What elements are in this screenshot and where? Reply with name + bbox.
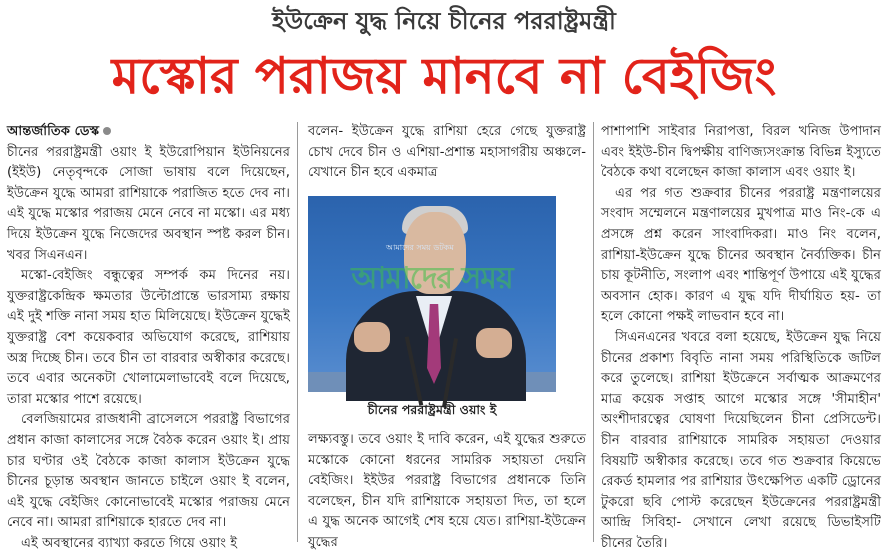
headline-kicker: ইউক্রেন যুদ্ধ নিয়ে চীনের পররাষ্ট্রমন্ত্রী [272,7,616,35]
col1-para-1-text: চীনের পররাষ্ট্রমন্ত্রী ওয়াং ই ইউরোপিয়ান ইউনিয়নের (ইইউ) নেতৃবৃন্দকে সোজা ভাষায় বলে দিয়েছেন, ইউক্রেন যুদ্ধে আমরা রাশিয়াকে পরাজিত হতে দেব না। এই যুদ্ধে মস্কোর পরাজয় মেনে নেবে না মস্কো। এর মধ্য দিয়ে ইউক্রেন যুদ্ধে নিজেদের অবস্থান স্পষ্ট করল চীন। খবর সিএনএন। [7,144,290,263]
article-column-1 [7,122,290,551]
col1-para-2: মস্কো-বেইজিং বন্ধুত্বের সম্পর্ক কম দিনের নয়। যুক্তরাষ্ট্রকেন্দ্রিক ক্ষমতার উল্টোপ্রান্তে ভারসাম্য রক্ষায় এই দুই শক্তি নানা সময় হাত মিলিয়েছে। ইউক্রেন যুদ্ধেই যুক্তরাষ্ট্র বেশ কয়েকবার অভিযোগ করেছে, রাশিয়ায় অস্ত্র দিচ্ছে চীন। তবে চীন তা বারবার অস্বীকার করেছে। তবে এবার অনেকটা খোলামেলাভাবেই বলে দিয়েছে, তারা মস্কোর পাশে রয়েছে। [7,268,290,407]
column-divider-2 [593,122,594,542]
col3-para-3: সিএনএনের খবরে বলা হয়েছে, ইউক্রেন যুদ্ধ নিয়ে চীনের প্রকাশ্য বিবৃতি নানা সময় পরিস্থিতিকে জটিল করে তুলেছে। রাশিয়া ইউক্রেনে সর্বাত্মক আক্রমণের মাত্র কয়েক সপ্তাহ আগে মস্কোর সঙ্গে 'সীমাহীন' অংশীদারত্বের ঘোষণা দিয়েছিলেন চীনা প্রেসিডেন্ট। চীন বারবার রাশিয়াকে সামরিক সহায়তা দেওয়ার বিষয়টি অস্বীকার করেছে। তবে গত শুক্রবার কিয়েভে রেকর্ড হামলার পর রাশিয়ার উৎক্ষেপিত একটি ড্রোনের টুকরো ছবি পোস্ট করেছেন ইউক্রেনের পররাষ্ট্রমন্ত্রী আন্দ্রি সিবিহা- সেখানে লেখা রয়েছে ডিভাইসটি চীনের তৈরি। [601,329,881,551]
col3-para-1: পাশাপাশি সাইবার নিরাপত্তা, বিরল খনিজ উপাদান এবং ইইউ-চীন দ্বিপক্ষীয় বাণিজ্যসংক্রান্ত বিভিন্ন ইস্যুতে বৈঠকে কথা বলেছেন কাজা কালাস এবং ওয়াং ই। [601,124,881,181]
article-column-2-bottom: লক্ষ্যবস্তু। তবে ওয়াং ই দাবি করেন, এই যুদ্ধের শুরুতে মস্কোকে কোনো ধরনের সামরিক সহায়তা দেয়নি বেইজিং। ইইউর পররাষ্ট্র বিভাগের প্রধানকে তিনি বলেছেন, চীন যদি রাশিয়াকে সহায়তা দিত, তা হলে এ যুদ্ধ অনেক আগেই শেষ হয়ে যেত। রাশিয়া-ইউক্রেন যুদ্ধের [308,432,586,550]
byline-bullet-icon [103,127,111,135]
col3-para-2: এর পর গত শুক্রবার চীনের পররাষ্ট্র মন্ত্রণালয়ের সংবাদ সম্মেলনে মন্ত্রণালয়ের মুখপাত্র মাও নিং-কে এ প্রসঙ্গে প্রশ্ন করেন সাংবাদিকরা। মাও নিং বলেন, রাশিয়া-ইউক্রেন যুদ্ধে চীনের অবস্থান নৈর্ব্যক্তিক। চীন চায় কূটনীতি, সংলাপ এবং শান্তিপূর্ণ উপায়ে এই যুদ্ধের অবসান হোক। কারণ এ যুদ্ধ যদি দীর্ঘায়িত হয়- তা হলে কোনো পক্ষই লাভবান হবে না। [601,185,881,325]
headline: মস্কোর পরাজয় মানবে না বেইজিং [111,47,777,105]
col1-para-4: এই অবস্থানের ব্যাখ্যা করতে গিয়ে ওয়াং ই [21,535,238,551]
photo-watermark: আমাদের সময় [351,261,513,296]
watermark-small-text: আমাদের সময় ডটকম [386,243,454,252]
news-photo [308,196,556,392]
article-column-2-top: বলেন- ইউক্রেন যুদ্ধে রাশিয়া হেরে গেছে যুক্তরাষ্ট্র চোখ দেবে চীন ও এশিয়া-প্রশান্ত মহাসাগরীয় অঞ্চলে- যেখানে চীন হবে একমাত্র [308,124,586,181]
photo-figure-left-fist [354,322,390,352]
photo-caption: চীনের পররাষ্ট্রমন্ত্রী ওয়াং ই [367,402,497,417]
article-column-3 [601,122,881,551]
byline: আন্তর্জাতিক ডেস্ক [7,124,100,139]
col1-para-1 [7,122,290,266]
column-divider-1 [297,122,298,542]
photo-figure-right-fist [476,328,512,358]
col1-para-3: বেলজিয়ামের রাজধানী ব্রাসেলসে পররাষ্ট্র বিভাগের প্রধান কাজা কালাসের সঙ্গে বৈঠক করেন ওয়াং ই। প্রায় চার ঘণ্টার ওই বৈঠকে কাজা কালাস ইউক্রেন যুদ্ধে চীনের চূড়ান্ত অবস্থান জানতে চাইলে ওয়াং ই বলেন, এই যুদ্ধে বেইজিং কোনোভাবেই মস্কোর পরাজয় মেনে নেবে না। আমরা রাশিয়াকে হারতে দেব না। [7,412,290,531]
